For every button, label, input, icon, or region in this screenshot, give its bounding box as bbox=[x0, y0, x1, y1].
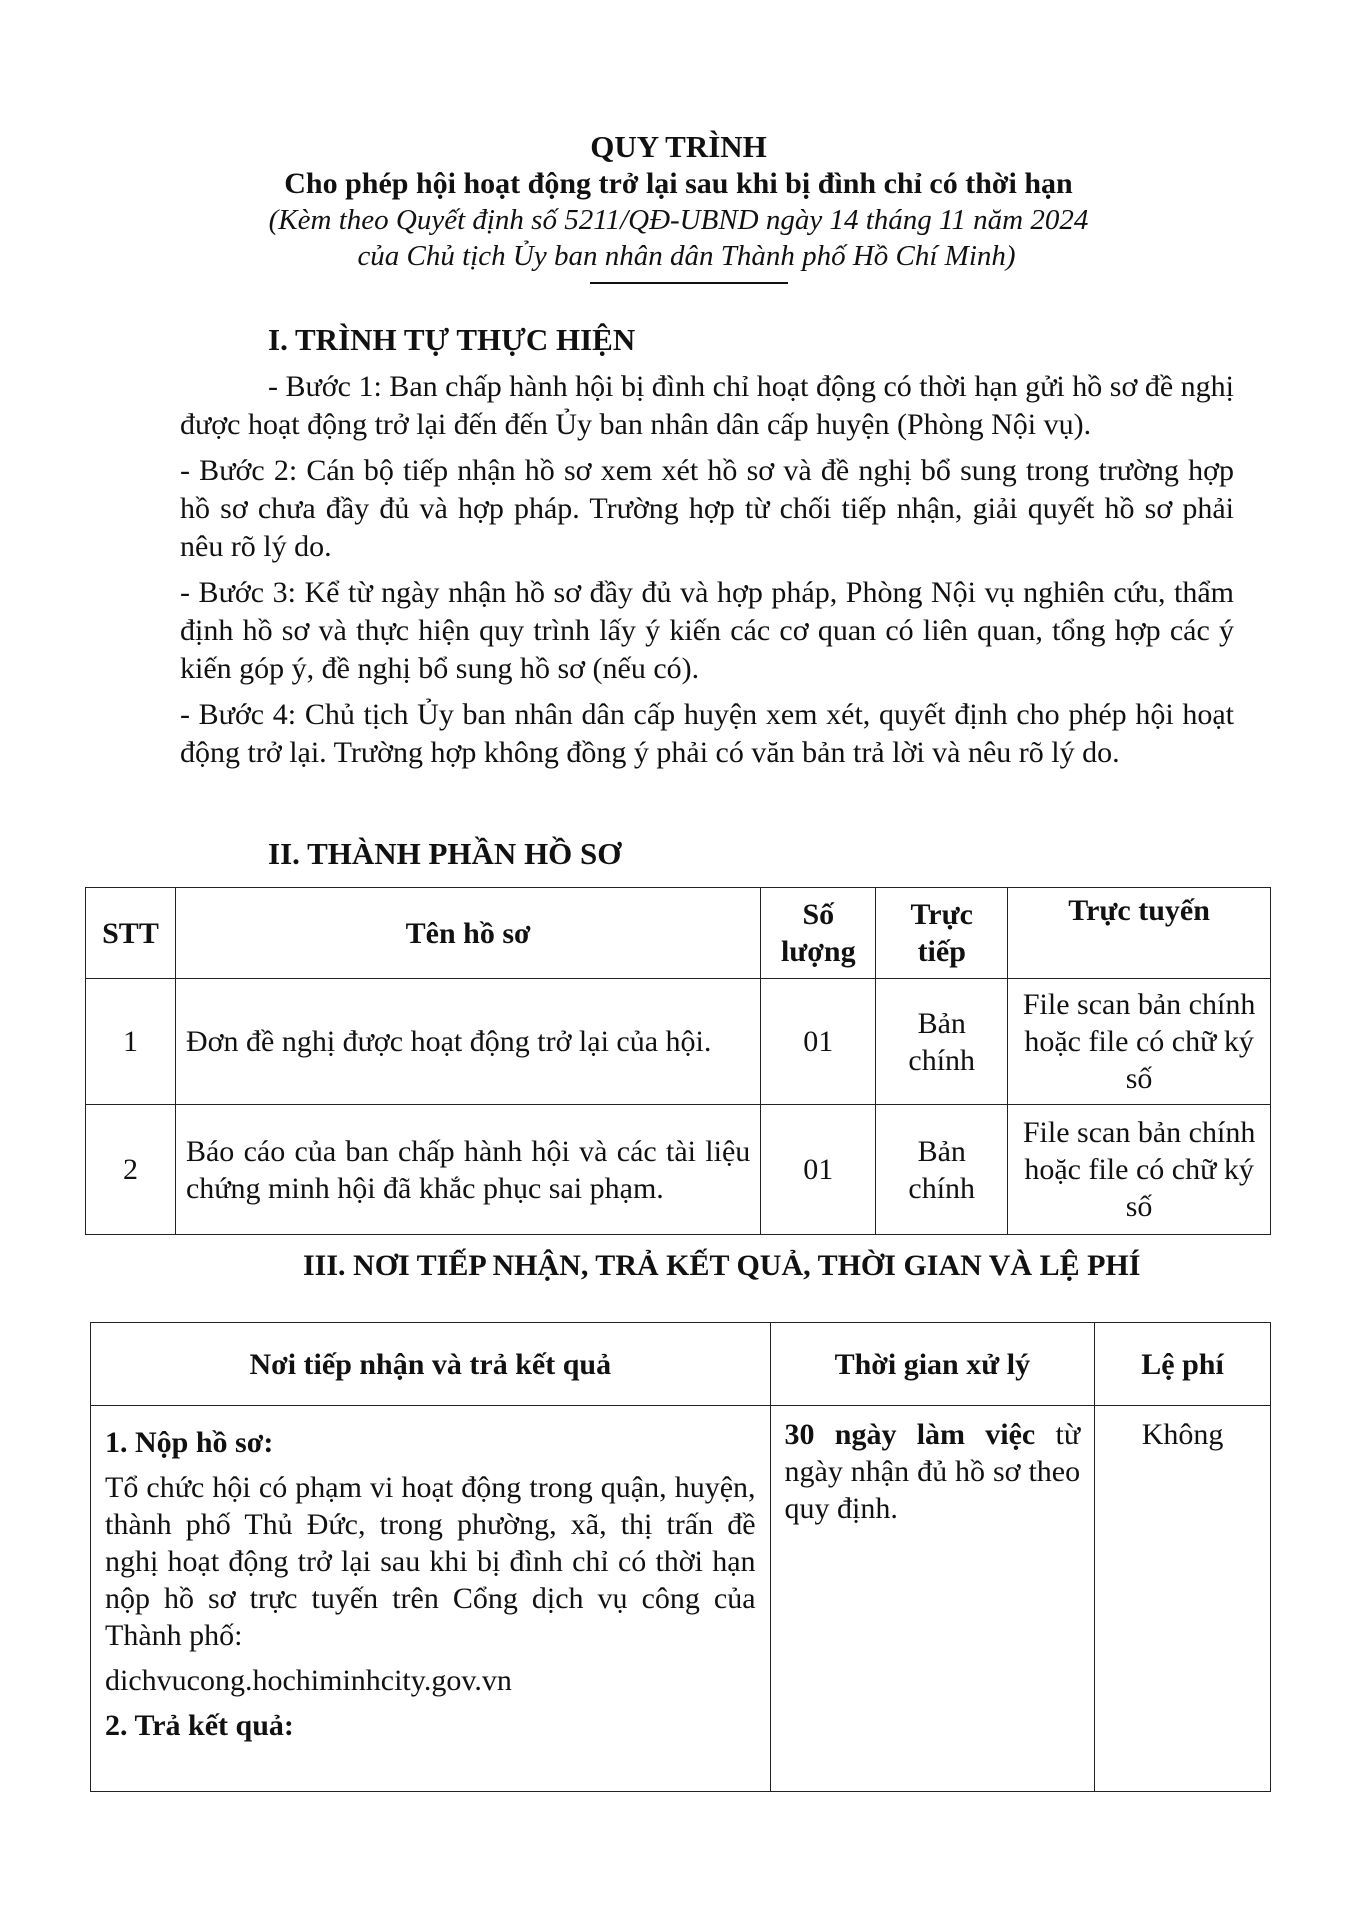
documents-table bbox=[85, 887, 1271, 1235]
submit-text: Tổ chức hội có phạm vi hoạt động trong quận, huyện, thành phố Thủ Đức, trong phường, xã, thị trấn đề nghị hoạt động trở lại sau khi bị đình chỉ có thời hạn nộp hồ sơ trực tuyến trên Cổng dịch vụ công của Thành phố: bbox=[105, 1471, 756, 1652]
cell-stt: 2 bbox=[86, 1105, 176, 1235]
processing-time-bold: 30 ngày làm việc bbox=[784, 1418, 1036, 1451]
section-heading-procedure: I. TRÌNH TỰ THỰC HIỆN bbox=[268, 322, 636, 357]
document-title: QUY TRÌNH bbox=[590, 129, 767, 164]
table-header-row bbox=[91, 1323, 1271, 1406]
portal-url: dichvucong.hochiminhcity.gov.vn bbox=[105, 1664, 512, 1697]
title-block bbox=[0, 128, 1357, 284]
step-4: - Bước 4: Chủ tịch Ủy ban nhân dân cấp huyện xem xét, quyết định cho phép hội hoạt động trở lại. Trường hợp không đồng ý phải có văn bản trả lời và nêu rõ lý do. bbox=[180, 698, 1234, 769]
cell-online: File scan bản chính hoặc file có chữ ký số bbox=[1008, 979, 1271, 1105]
column-header: Thời gian xử lý bbox=[770, 1323, 1095, 1406]
section-heading-documents: II. THÀNH PHẦN HỒ SƠ bbox=[268, 836, 622, 871]
table-row bbox=[86, 979, 1271, 1105]
cell-document-name: Báo cáo của ban chấp hành hội và các tài liệu chứng minh hội đã khắc phục sai phạm. bbox=[175, 1105, 760, 1235]
table-row bbox=[91, 1406, 1271, 1792]
column-header: Trực tiếp bbox=[876, 888, 1008, 979]
column-header: Tên hồ sơ bbox=[175, 888, 760, 979]
cell-direct: Bản chính bbox=[876, 979, 1008, 1105]
document-subtitle: Cho phép hội hoạt động trở lại sau khi bị đình chỉ có thời hạn bbox=[284, 167, 1073, 200]
table-header-row bbox=[86, 888, 1271, 979]
cell-receipt-place bbox=[91, 1406, 771, 1792]
table-row bbox=[86, 1105, 1271, 1235]
cell-online: File scan bản chính hoặc file có chữ ký số bbox=[1008, 1105, 1271, 1235]
step-1: - Bước 1: Ban chấp hành hội bị đình chỉ hoạt động có thời hạn gửi hồ sơ đề nghị được hoạt động trở lại đến đến Ủy ban nhân dân cấp huyện (Phòng Nội vụ). bbox=[180, 370, 1234, 441]
result-heading: 2. Trả kết quả: bbox=[105, 1709, 294, 1742]
cell-fee bbox=[1095, 1406, 1271, 1792]
decision-reference-line2: của Chủ tịch Ủy ban nhân dân Thành phố Hồ Chí Minh) bbox=[357, 240, 1016, 272]
cell-direct: Bản chính bbox=[876, 1105, 1008, 1235]
fee-value: Không bbox=[1141, 1418, 1224, 1451]
submit-heading: 1. Nộp hồ sơ: bbox=[105, 1426, 274, 1459]
section-heading-receipt: III. NƠI TIẾP NHẬN, TRẢ KẾT QUẢ, THỜI GIAN VÀ LỆ PHÍ bbox=[303, 1249, 1141, 1282]
cell-processing-time bbox=[770, 1406, 1095, 1792]
processing-time-rest: từ ngày nhận đủ hồ sơ theo quy định. bbox=[784, 1418, 1081, 1525]
step-2: - Bước 2: Cán bộ tiếp nhận hồ sơ xem xét hồ sơ và đề nghị bổ sung trong trường hợp hồ sơ chưa đầy đủ và hợp pháp. Trường hợp từ chối tiếp nhận, giải quyết hồ sơ phải nêu rõ lý do. bbox=[180, 454, 1234, 563]
column-header: Số lượng bbox=[761, 888, 876, 979]
column-header: Nơi tiếp nhận và trả kết quả bbox=[91, 1323, 771, 1406]
column-header: Lệ phí bbox=[1095, 1323, 1271, 1406]
cell-document-name: Đơn đề nghị được hoạt động trở lại của hội. bbox=[175, 979, 760, 1105]
column-header: Trực tuyến bbox=[1008, 888, 1271, 979]
receipt-table bbox=[90, 1322, 1271, 1792]
cell-quantity: 01 bbox=[761, 979, 876, 1105]
title-divider bbox=[590, 282, 788, 284]
cell-stt: 1 bbox=[86, 979, 176, 1105]
section-procedure bbox=[180, 320, 1234, 780]
step-3: - Bước 3: Kể từ ngày nhận hồ sơ đầy đủ và hợp pháp, Phòng Nội vụ nghiên cứu, thẩm định hồ sơ và thực hiện quy trình lấy ý kiến các cơ quan có liên quan, tổng hợp các ý kiến góp ý, đề nghị bổ sung hồ sơ (nếu có). bbox=[180, 576, 1234, 685]
decision-reference-line1: (Kèm theo Quyết định số 5211/QĐ-UBND ngày 14 tháng 11 năm 2024 bbox=[268, 204, 1089, 236]
processing-time bbox=[785, 1416, 1081, 1527]
cell-quantity: 01 bbox=[761, 1105, 876, 1235]
column-header: STT bbox=[86, 888, 176, 979]
